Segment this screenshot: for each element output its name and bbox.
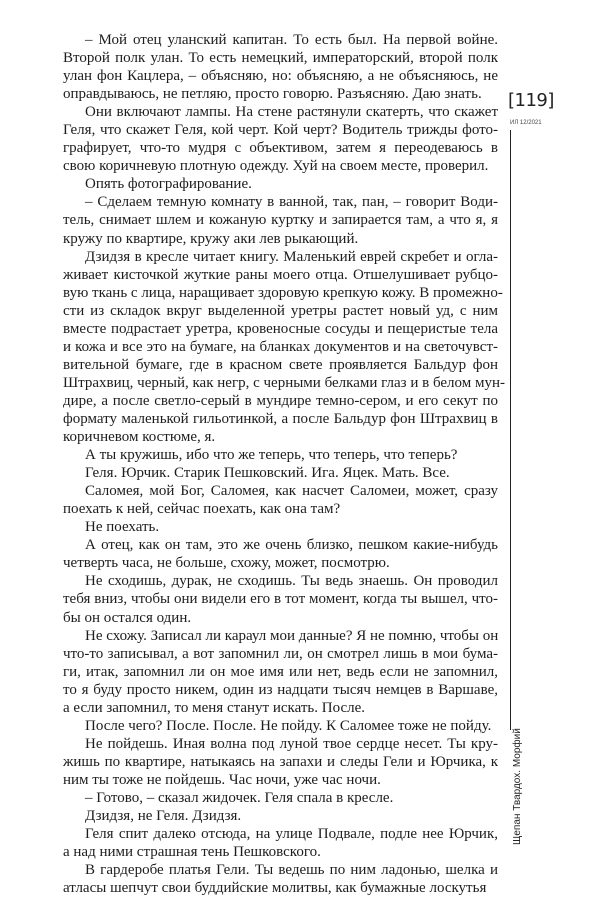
text-line: живает кисточкой жуткие раны моего отца. Отшелушивает рубцо-	[63, 266, 498, 283]
text-line: Дзидзя в кресле читает книгу. Маленький еврей скребет и огла-	[85, 248, 498, 265]
text-line: атласы шепчут свои буддийские молитвы, как бумажные лоскутья	[63, 880, 487, 897]
text-line: После чего? После. После. Не пойду. К Саломее тоже не пойду.	[85, 717, 492, 734]
text-line: Дзидзя, не Геля. Дзидзя.	[85, 808, 242, 825]
text-line: – Готово, – сказал жидочек. Геля спала в кресле.	[85, 789, 394, 806]
text-line: – Мой отец уланский капитан. То есть был. На первой войне.	[85, 32, 498, 48]
text-line: вительной бумаге, где в красном свете проявляется Бальдур фон	[63, 356, 498, 373]
text-line: Опять фотографирование.	[85, 176, 252, 193]
text-line: Не поехать.	[85, 519, 160, 536]
text-line: формату маленькой гильотинкой, а после Бальдур фон Штрахвиц в	[63, 410, 498, 427]
text-line: А ты кружишь, ибо что же теперь, что теперь, что теперь?	[85, 447, 458, 464]
paragraph	[63, 789, 498, 807]
paragraph	[63, 572, 498, 626]
paragraph	[63, 482, 498, 518]
text-line: Не пойдешь. Иная волна под луной твое сердце несет. Ты кру-	[85, 735, 498, 752]
text-line: Геля спит далеко отсюда, на улице Подвале, подле нее Юрчик,	[85, 826, 498, 843]
text-line: ги, итак, запомнил ли он мое имя или нет, ведь если не запомнил,	[63, 663, 498, 680]
page-number: [119]	[508, 90, 554, 111]
paragraph	[63, 193, 498, 247]
text-line: бы он остался один.	[63, 609, 192, 626]
text-line: а над ними страшная тень Пешковского.	[63, 844, 321, 861]
text-line: свою коричневую плотную одежду. Хуй на своем месте, проверил.	[63, 158, 489, 175]
body-text	[63, 31, 506, 897]
text-line: А отец, как он там, это же очень близко, пешком какие-нибудь	[85, 537, 498, 554]
text-line: четверть часа, не больше, схожу, может, посмотрю.	[63, 555, 390, 572]
paragraph	[63, 103, 498, 175]
text-line: – Сделаем темную комнату в ванной, так, пан, – говорит Води-	[85, 194, 498, 211]
text-line: тель, снимает шлем и кожаную куртку и запирается там, а что я, я	[63, 212, 498, 229]
text-line: Второй полк улан. То есть немецкий, императорский, второй полк	[63, 50, 498, 67]
text-line: вую ткань с лица, наращивает здоровую крепкую кожу. В промежно-	[63, 284, 503, 301]
margin-rule	[510, 130, 511, 730]
text-line: поехать к ней, сейчас поехать, как она там?	[63, 501, 341, 518]
text-line: В гардеробе платья Гели. Ты ведешь по ним ладонью, шелка и	[85, 862, 498, 879]
paragraph	[63, 807, 498, 825]
text-line: а если запомнил, то меня станут искать. После.	[63, 699, 366, 716]
text-line: ним ты тоже не пойдешь. Час ночи, уже час ночи.	[63, 771, 381, 788]
text-line: Геля, что скажет Геля, кой черт. Кой черт? Водитель трижды фото-	[63, 122, 498, 139]
text-line: вместе подрастает уретра, кровеносные сосуды и пещеристые тела	[63, 320, 498, 337]
paragraph	[63, 464, 498, 482]
text-line: тебя вниз, чтобы они видели его в тот момент, когда ты вышел, что-	[63, 591, 498, 608]
text-line: улан фон Кацлера, – объясняю, но: объясняю, а не объясняюсь, не	[63, 68, 498, 85]
running-title: Щепан Твардох. Морфий	[512, 728, 523, 845]
text-line: Не схожу. Записал ли караул мои данные? Я не помню, чтобы он	[85, 627, 499, 644]
paragraph	[63, 536, 498, 572]
paragraph	[63, 861, 498, 897]
text-line: графирует, что-то мудря с объективом, затем я переодеваюсь в	[63, 140, 498, 157]
text-line: жишь по квартире, натыкаясь на запахи и следы Гели и Юрчика, к	[63, 753, 498, 770]
text-line: Геля. Юрчик. Старик Пешковский. Ига. Яцек. Мать. Все.	[85, 465, 450, 482]
text-line: оправдываюсь, не петляю, просто говорю. Разъясняю. Даю знать.	[63, 86, 482, 103]
text-line: Штрахвиц, черный, как негр, с черными белками глаз и в белом мун-	[63, 374, 506, 391]
paragraph	[63, 446, 498, 464]
paragraph	[63, 248, 506, 447]
paragraph	[63, 31, 498, 103]
text-line: дире, а после светло-серый в мундире темно-сером, и его секут по	[63, 392, 498, 409]
text-line: сти из складок вкруг выделенной уретры растет новый уд, с ним	[63, 302, 498, 319]
text-line: что-то записывал, а вот запомнил ли, он смотрел лишь в мои бума-	[63, 645, 498, 662]
text-line: коричневом костюме, я.	[63, 429, 216, 446]
paragraph	[63, 175, 498, 193]
text-line: Они включают лампы. На стене растянули скатерть, что скажет	[85, 104, 498, 121]
paragraph	[63, 735, 498, 789]
text-line: то я буду просто никем, один из надцати тысяч немцев в Варшаве,	[63, 681, 498, 698]
text-line: Не сходишь, дурак, не сходишь. Ты ведь знаешь. Он проводил	[85, 573, 498, 590]
issue-label: ИЛ 12/2021	[510, 120, 542, 126]
paragraph	[63, 518, 498, 536]
text-line: кружу по квартире, кружу аки лев рыкающий.	[63, 230, 359, 247]
text-line: Саломея, мой Бог, Саломея, как насчет Саломеи, может, сразу	[85, 483, 498, 500]
paragraph	[63, 627, 498, 717]
text-line: и кожа и все это на бумаге, на бланках документов и на светочувст-	[63, 338, 498, 355]
paragraph	[63, 717, 498, 735]
paragraph	[63, 825, 498, 861]
